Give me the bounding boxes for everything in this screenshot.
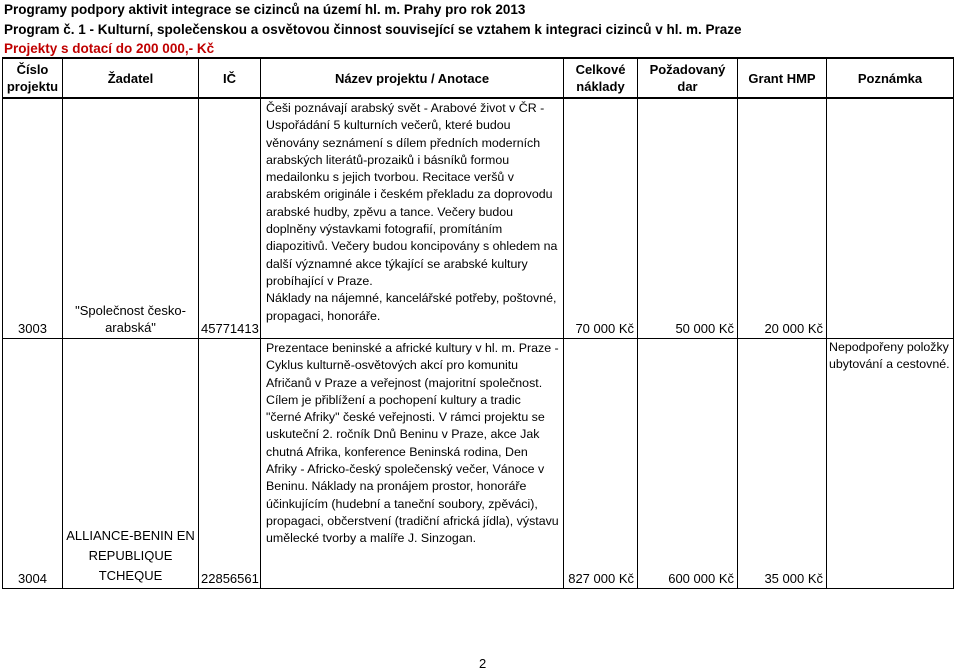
column-header-poznamka: Poznámka [827,58,954,98]
grant-amount: 20 000 Kč [738,98,827,339]
requested-amount: 600 000 Kč [638,339,738,589]
column-header-celkove: Celkové náklady [564,58,638,98]
total-costs: 827 000 Kč [564,339,638,589]
project-number: 3004 [3,339,63,589]
requested-amount: 50 000 Kč [638,98,738,339]
note: Nepodpořeny položky ubytování a cestovné. [827,339,954,589]
table-header-row [3,58,954,98]
project-annotation [261,98,564,339]
projects-table [2,57,954,589]
column-header-ic: IČ [199,58,261,98]
annotation-text: Češi poznávají arabský svět - Arabové život v ČR - Uspořádání 5 kulturních večerů, které budou věnovány seznámení s dílem předních moderních arabských literátů-prozaiků i básníků formou medailonku s jejich tvorbou. Recitace veršů v arabském originále i českém překladu za doprovodu arabské hudby, zpěvu a tance. Večery budou doplněny výstavkami fotografií, promítáním diapozitivů. Večery budou koncipovány s ohledem na další významné akce týkající se arabské kultury probíhající v Praze. [266,101,558,288]
total-costs: 70 000 Kč [564,98,638,339]
section-title: Projekty s dotací do 200 000,- Kč [4,41,215,56]
table-row [3,339,954,589]
applicant-ic: 22856561 [199,339,261,589]
project-annotation [261,339,564,589]
column-header-cislo: Číslo projektu [3,58,63,98]
page-number: 2 [479,656,487,671]
program-title: Program č. 1 - Kulturní, společenskou a osvětovou činnost související se vztahem k integraci cizinců v hl. m. Praze [4,22,742,37]
applicant-name: "Společnost česko-arabská" [63,98,199,339]
column-header-pozadovany: Požadovaný dar [638,58,738,98]
applicant-name: ALLIANCE-BENIN EN REPUBLIQUE TCHEQUE [63,339,199,589]
column-header-zadatel: Žadatel [63,58,199,98]
project-number: 3003 [3,98,63,339]
column-header-grant: Grant HMP [738,58,827,98]
table-row [3,98,954,339]
annotation-text: Prezentace beninské a africké kultury v hl. m. Praze - Cyklus kulturně-osvětových akcí pro komunitu Afričanů v Praze a veřejnost (majoritní společnost. Cílem je přiblížení a pochopení kultury a tradic "černé Afriky" české veřejnosti. V rámci projektu se uskuteční 2. ročník Dnů Beninu v Praze, akce Jak chutná Afrika, konference Beninská rodina, Den Afriky - Africko-český společenský večer, Vánoce v Beninu. Náklady na pronájem prostor, honoráře účinkujícím (hudební a taneční soubory, zpěváci), propagaci, občerstvení (tradiční africká jídla), výstavu umělecké tvorby a malíře J. Sinzogan. [266,341,559,546]
column-header-nazev: Název projektu / Anotace [261,58,564,98]
document-title: Programy podpory aktivit integrace se cizinců na území hl. m. Prahy pro rok 2013 [4,2,526,17]
annotation-costs: Náklady na nájemné, kancelářské potřeby, poštovné, propagaci, honoráře. [266,291,557,323]
note [827,98,954,339]
applicant-ic: 45771413 [199,98,261,339]
grant-amount: 35 000 Kč [738,339,827,589]
